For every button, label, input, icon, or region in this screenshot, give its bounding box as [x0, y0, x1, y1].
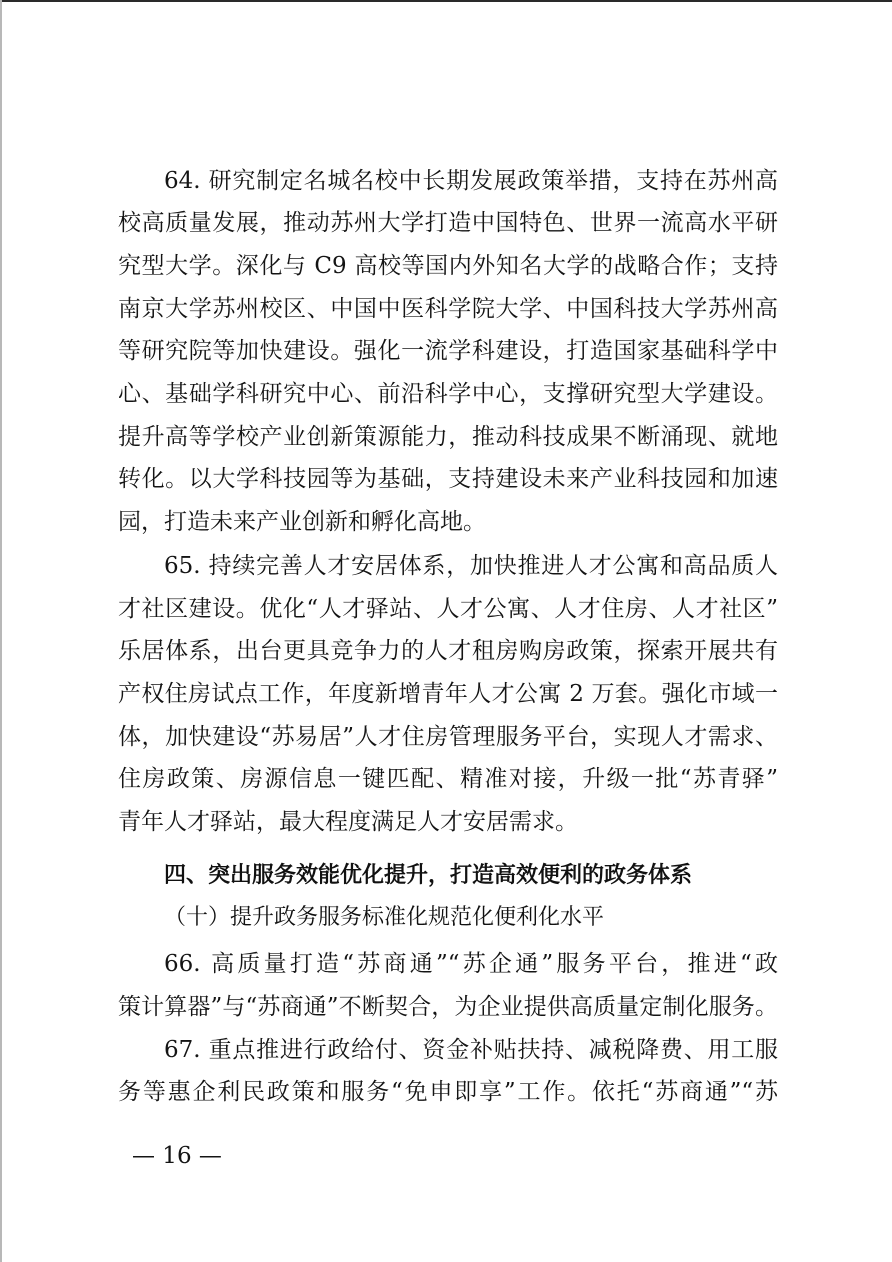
- paragraph-65-line-3: 乐居体系，出台更具竞争力的人才租房购房政策，探索开展共有: [118, 638, 778, 664]
- page-left-edge: [0, 0, 2, 1262]
- paragraph-65-line-7: 青年人才驿站，最大程度满足人才安居需求。: [118, 809, 578, 835]
- paragraph-65-line-2: 才社区建设。优化“人才驿站、人才公寓、人才住房、人才社区”: [118, 596, 778, 622]
- section-heading: 四、突出服务效能优化提升，打造高效便利的政务体系: [164, 863, 693, 888]
- paragraph-64-line-2: 校高质量发展，推动苏州大学打造中国特色、世界一流高水平研: [118, 210, 778, 236]
- paragraph-64-line-4: 南京大学苏州校区、中国中医科学院大学、中国科技大学苏州高: [118, 296, 778, 322]
- page-number: — 16 —: [132, 1143, 222, 1169]
- paragraph-65-line-5: 体，加快建设“苏易居”人才住房管理服务平台，实现人才需求、: [118, 724, 778, 750]
- paragraph-64-line-1: 64. 研究制定名城名校中长期发展政策举措，支持在苏州高: [164, 168, 778, 194]
- paragraph-65-line-4: 产权住房试点工作，年度新增青年人才公寓 2 万套。强化市域一: [118, 681, 778, 707]
- paragraph-64-line-3: 究型大学。深化与 C9 高校等国内外知名大学的战略合作；支持: [118, 253, 778, 279]
- paragraph-65-line-1: 65. 持续完善人才安居体系，加快推进人才公寓和高品质人: [164, 553, 778, 579]
- paragraph-64-line-8: 转化。以大学科技园等为基础，支持建设未来产业科技园和加速: [118, 466, 778, 492]
- paragraph-64-line-6: 心、基础学科研究中心、前沿科学中心，支撑研究型大学建设。: [118, 381, 778, 407]
- page-top-edge: [0, 0, 892, 2]
- paragraph-67-line-1: 67. 重点推进行政给付、资金补贴扶持、减税降费、用工服: [164, 1037, 778, 1063]
- subsection-heading: （十）提升政务服务标准化规范化便利化水平: [164, 905, 605, 930]
- paragraph-66-line-1: 66. 高质量打造“苏商通”“苏企通”服务平台，推进“政: [164, 951, 778, 977]
- paragraph-65-line-6: 住房政策、房源信息一键匹配、精准对接，升级一批“苏青驿”: [118, 766, 778, 792]
- paragraph-64-line-9: 园，打造未来产业创新和孵化高地。: [118, 509, 486, 535]
- paragraph-66-line-2: 策计算器”与“苏商通”不断契合，为企业提供高质量定制化服务。: [118, 994, 778, 1020]
- paragraph-67-line-2: 务等惠企利民政策和服务“免申即享”工作。依托“苏商通”“苏: [118, 1079, 778, 1105]
- paragraph-64-line-5: 等研究院等加快建设。强化一流学科建设，打造国家基础科学中: [118, 338, 778, 364]
- paragraph-64-line-7: 提升高等学校产业创新策源能力，推动科技成果不断涌现、就地: [118, 424, 778, 450]
